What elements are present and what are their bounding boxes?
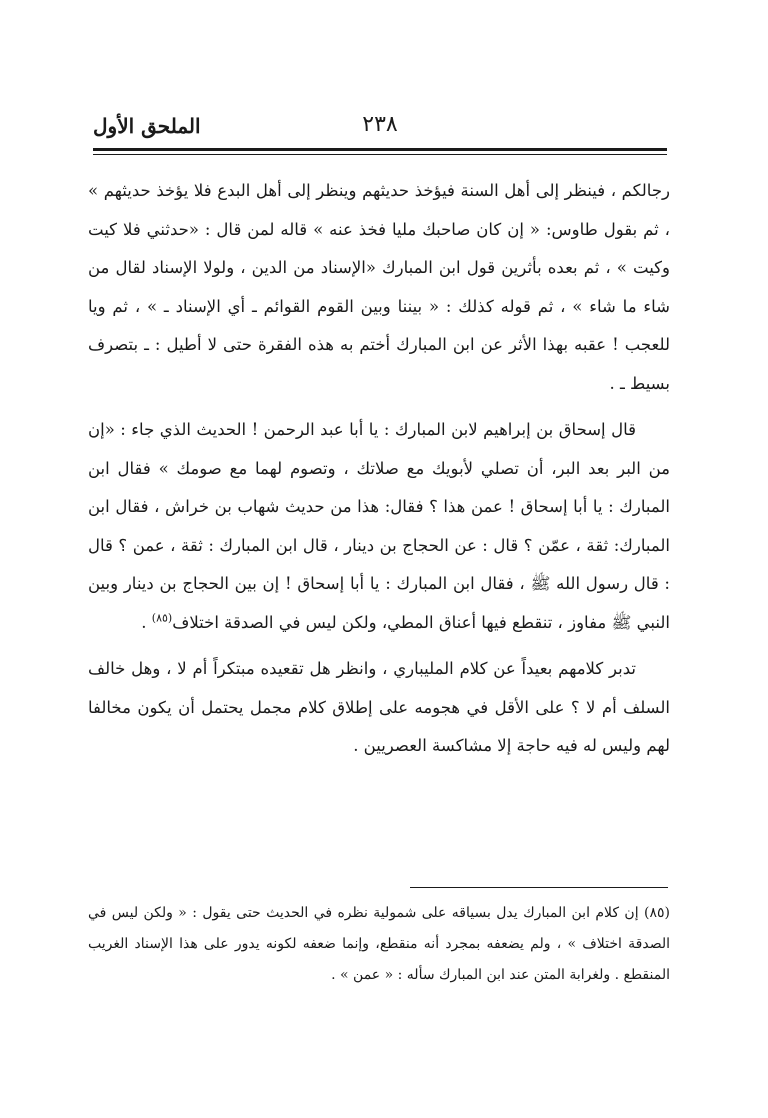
paragraph-1: رجالكم ، فينظر إلى أهل السنة فيؤخذ حديثهم وينظر إلى أهل البدع فلا يؤخذ حديثهم » ، ثم بقول طاوس: « إن كان صاحبك مليا فخذ عنه » قاله لمن قال : «حدثني فلا كيت وكيت » ، ثم بعده بأثرين قول ابن المبارك «الإسناد من الدين ، ولولا الإسناد لقال من شاء ما شاء » ، ثم قوله كذلك : « بيننا وبين القوم القوائم ـ أي الإسناد ـ » ، ثم ويا للعجب ! عقبه بهذا الأثر عن ابن المبارك أختم به هذه الفقرة حتى لا أطيل : ـ بتصرف بسيط ـ . (88, 181, 670, 393)
footnote-reference[interactable]: (٨٥) (151, 611, 173, 624)
header-rule-thin (93, 154, 667, 155)
paragraph-2-text: قال إسحاق بن إبراهيم لابن المبارك : يا أبا عبد الرحمن ! الحديث الذي جاء : «إن من البر بعد البر، أن تصلي لأبويك مع صلاتك ، وتصوم لهما مع صومك » فقال ابن المبارك : يا أبا إسحاق ! عمن هذا ؟ فقال: هذا من حديث شهاب بن خراش ، فقال ابن المبارك: ثقة ، عمّن ؟ قال : عن الحجاج بن دينار ، قال ابن المبارك : ثقة ، عمن ؟ قال : قال رسول الله ﷺ ، فقال ابن المبارك : يا أبا إسحاق ! إن بين الحجاج بن دينار وبين النبي ﷺ مفاوز ، تنقطع فيها أعناق المطي، ولكن ليس في الصدقة اختلاف (88, 420, 670, 632)
page-header (93, 108, 667, 146)
footnote-separator (410, 887, 668, 888)
footnote-number: (٨٥) (644, 905, 670, 921)
footnote-text: إن كلام ابن المبارك يدل بسياقه على شمولية نظره في الحديث حتى يقول : « ولكن ليس في الصدقة اختلاف » ، ولم يضعفه بمجرد أنه منقطع، وإنما ضعفه لكونه يدور على هذا الإسناد الغريب المنقطع . ولغرابة المتن عند ابن المبارك سأله : « عمن » . (88, 905, 670, 983)
page-number: ٢٣٨ (362, 112, 398, 137)
running-title: الملحق الأول (93, 114, 201, 138)
paragraph-2 (88, 411, 670, 642)
main-text (88, 172, 670, 774)
paragraph-3: تدبر كلامهم بعيداً عن كلام المليباري ، وانظر هل تقعيده مبتكراً أم لا ، وهل خالف السلف أم لا ؟ على الأقل في هجومه على إطلاق كلام مجمل يحتمل أن يكون مخالفا لهم وليس له فيه حاجة إلا مشاكسة العصريين . (88, 659, 670, 755)
footnote (88, 898, 670, 991)
footnote-85 (88, 898, 670, 991)
header-rule-thick (93, 148, 667, 151)
paragraph-2-end: . (141, 612, 152, 632)
